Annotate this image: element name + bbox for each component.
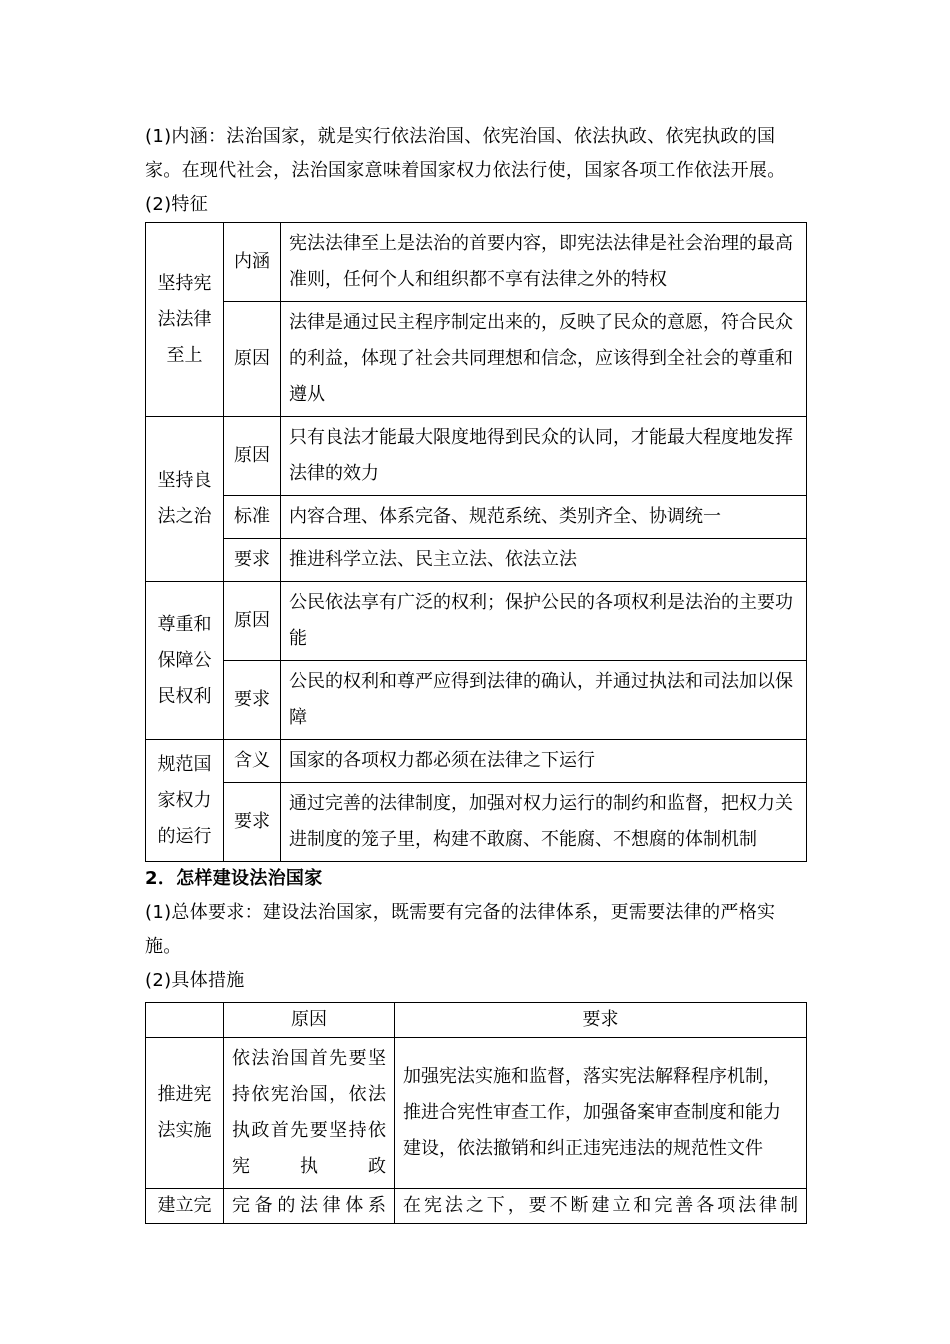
group-label: 坚持宪法法律至上 <box>146 223 224 417</box>
table-row <box>146 1189 807 1224</box>
section-heading: 2．怎样建设法治国家 <box>145 868 323 889</box>
table-row <box>146 539 807 582</box>
row-key: 要求 <box>224 783 281 862</box>
row-reason: 完备的法律体系 <box>224 1189 395 1224</box>
table-row <box>146 740 807 783</box>
row-value: 宪法法律至上是法治的首要内容，即宪法法律是社会治理的最高准则，任何个人和组织都不享有法律之外的特权 <box>281 223 807 302</box>
row-value: 内容合理、体系完备、规范系统、类别齐全、协调统一 <box>281 496 807 539</box>
row-label: 推进宪法实施 <box>146 1038 224 1189</box>
intro-features-heading: (2)特征 <box>145 194 208 215</box>
intro-definition: (1)内涵：法治国家，就是实行依法治国、依宪治国、依法执政、依宪执政的国家。在现代社会，法治国家意味着国家权力依法行使，国家各项工作依法开展。 <box>145 126 786 181</box>
row-requirement: 加强宪法实施和监督，落实宪法解释程序机制，推进合宪性审查工作，加强备案审查制度和能力建设，依法撤销和纠正违宪违法的规范性文件 <box>395 1038 807 1189</box>
row-key: 标准 <box>224 496 281 539</box>
row-key: 原因 <box>224 582 281 661</box>
row-value: 推进科学立法、民主立法、依法立法 <box>281 539 807 582</box>
header-cell: 要求 <box>395 1003 807 1038</box>
row-key: 含义 <box>224 740 281 783</box>
measures-table <box>145 1002 807 1224</box>
header-cell: 原因 <box>224 1003 395 1038</box>
measures-heading: (2)具体措施 <box>145 970 245 991</box>
header-cell <box>146 1003 224 1038</box>
overall-requirement: (1)总体要求：建设法治国家，既需要有完备的法律体系，更需要法律的严格实施。 <box>145 902 776 957</box>
group-label: 规范国家权力的运行 <box>146 740 224 862</box>
table-row <box>146 783 807 862</box>
table-row <box>146 302 807 417</box>
row-label: 建立完 <box>146 1189 224 1224</box>
document-page <box>145 120 807 1224</box>
table-row <box>146 1038 807 1189</box>
table-row <box>146 223 807 302</box>
table-header-row <box>146 1003 807 1038</box>
row-value: 公民的权利和尊严应得到法律的确认，并通过执法和司法加以保障 <box>281 661 807 740</box>
row-key: 原因 <box>224 302 281 417</box>
group-label: 尊重和保障公民权利 <box>146 582 224 740</box>
features-table <box>145 222 807 862</box>
row-requirement: 在宪法之下，要不断建立和完善各项法律制 <box>395 1189 807 1224</box>
row-key: 要求 <box>224 539 281 582</box>
row-value: 法律是通过民主程序制定出来的，反映了民众的意愿，符合民众的利益，体现了社会共同理想和信念，应该得到全社会的尊重和遵从 <box>281 302 807 417</box>
row-key: 内涵 <box>224 223 281 302</box>
row-key: 原因 <box>224 417 281 496</box>
table-row <box>146 661 807 740</box>
row-reason: 依法治国首先要坚持依宪治国，依法执政首先要坚持依宪执政 <box>224 1038 395 1189</box>
table-row <box>146 417 807 496</box>
group-label: 坚持良法之治 <box>146 417 224 582</box>
table-row <box>146 496 807 539</box>
row-value: 国家的各项权力都必须在法律之下运行 <box>281 740 807 783</box>
row-key: 要求 <box>224 661 281 740</box>
row-value: 通过完善的法律制度，加强对权力运行的制约和监督，把权力关进制度的笼子里，构建不敢腐、不能腐、不想腐的体制机制 <box>281 783 807 862</box>
row-value: 公民依法享有广泛的权利；保护公民的各项权利是法治的主要功能 <box>281 582 807 661</box>
row-value: 只有良法才能最大限度地得到民众的认同，才能最大程度地发挥法律的效力 <box>281 417 807 496</box>
table-row <box>146 582 807 661</box>
